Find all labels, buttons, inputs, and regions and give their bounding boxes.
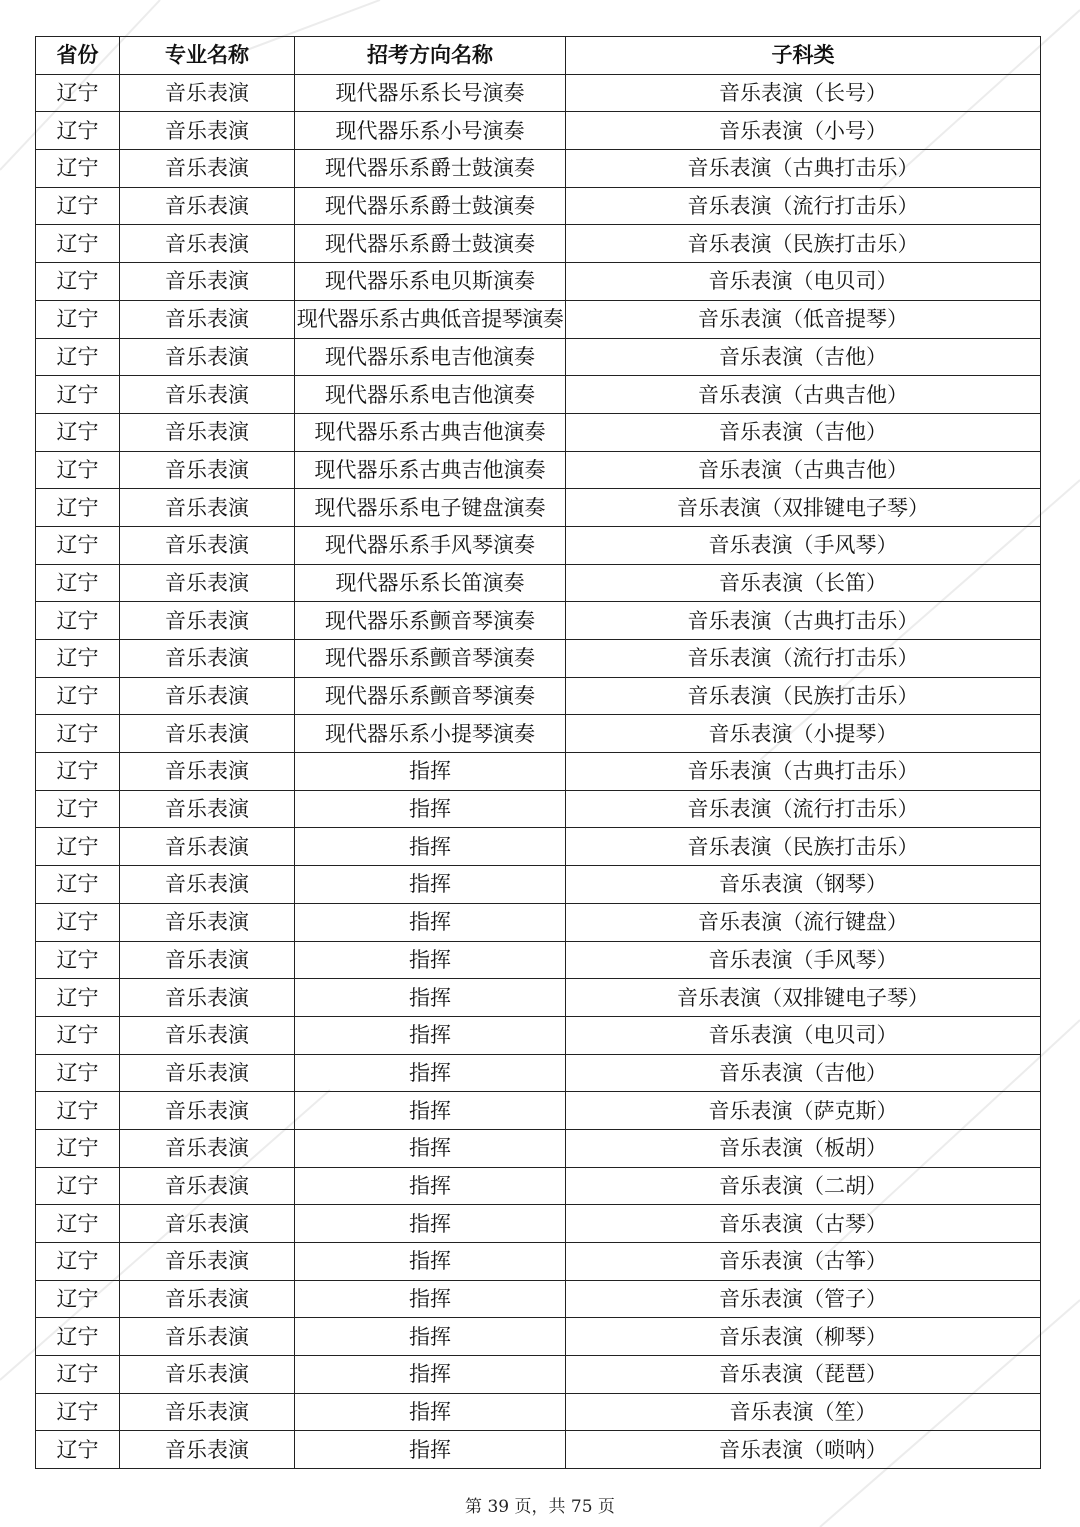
cell-major: 音乐表演 bbox=[120, 225, 295, 263]
cell-direction: 指挥 bbox=[295, 1092, 566, 1130]
table-row bbox=[36, 338, 1041, 376]
cell-province: 辽宁 bbox=[36, 413, 120, 451]
table-row bbox=[36, 1054, 1041, 1092]
cell-subcategory: 音乐表演（吉他） bbox=[566, 1054, 1041, 1092]
cell-province: 辽宁 bbox=[36, 715, 120, 753]
cell-direction: 指挥 bbox=[295, 1243, 566, 1281]
cell-major: 音乐表演 bbox=[120, 1205, 295, 1243]
table-row bbox=[36, 1431, 1041, 1469]
table-row bbox=[36, 677, 1041, 715]
cell-subcategory: 音乐表演（古筝） bbox=[566, 1243, 1041, 1281]
cell-direction: 指挥 bbox=[295, 1167, 566, 1205]
table-row bbox=[36, 112, 1041, 150]
cell-subcategory: 音乐表演（手风琴） bbox=[566, 941, 1041, 979]
cell-province: 辽宁 bbox=[36, 338, 120, 376]
cell-province: 辽宁 bbox=[36, 866, 120, 904]
cell-major: 音乐表演 bbox=[120, 903, 295, 941]
cell-province: 辽宁 bbox=[36, 1356, 120, 1394]
cell-direction: 现代器乐系颤音琴演奏 bbox=[295, 640, 566, 678]
cell-subcategory: 音乐表演（古琴） bbox=[566, 1205, 1041, 1243]
cell-major: 音乐表演 bbox=[120, 640, 295, 678]
cell-province: 辽宁 bbox=[36, 828, 120, 866]
data-table bbox=[35, 36, 1041, 1469]
cell-province: 辽宁 bbox=[36, 300, 120, 338]
cell-direction: 指挥 bbox=[295, 1054, 566, 1092]
header-subcategory: 子科类 bbox=[566, 37, 1041, 75]
cell-major: 音乐表演 bbox=[120, 150, 295, 188]
cell-subcategory: 音乐表演（流行打击乐） bbox=[566, 790, 1041, 828]
header-province: 省份 bbox=[36, 37, 120, 75]
table-row bbox=[36, 451, 1041, 489]
cell-direction: 指挥 bbox=[295, 753, 566, 791]
cell-major: 音乐表演 bbox=[120, 112, 295, 150]
cell-direction: 现代器乐系古典低音提琴演奏 bbox=[295, 300, 566, 338]
cell-direction: 现代器乐系爵士鼓演奏 bbox=[295, 150, 566, 188]
cell-subcategory: 音乐表演（流行打击乐） bbox=[566, 640, 1041, 678]
cell-subcategory: 音乐表演（古典打击乐） bbox=[566, 150, 1041, 188]
cell-province: 辽宁 bbox=[36, 526, 120, 564]
cell-subcategory: 音乐表演（古典吉他） bbox=[566, 376, 1041, 414]
cell-major: 音乐表演 bbox=[120, 753, 295, 791]
table-row bbox=[36, 1016, 1041, 1054]
cell-direction: 现代器乐系小号演奏 bbox=[295, 112, 566, 150]
cell-subcategory: 音乐表演（吉他） bbox=[566, 413, 1041, 451]
table-row bbox=[36, 300, 1041, 338]
cell-subcategory: 音乐表演（柳琴） bbox=[566, 1318, 1041, 1356]
table-row bbox=[36, 753, 1041, 791]
cell-direction: 指挥 bbox=[295, 1431, 566, 1469]
cell-province: 辽宁 bbox=[36, 1280, 120, 1318]
cell-province: 辽宁 bbox=[36, 150, 120, 188]
cell-province: 辽宁 bbox=[36, 753, 120, 791]
table-row bbox=[36, 376, 1041, 414]
cell-major: 音乐表演 bbox=[120, 1092, 295, 1130]
header-row bbox=[36, 37, 1041, 75]
page-footer: 第 39 页，共 75 页 bbox=[465, 1497, 615, 1517]
table-row bbox=[36, 263, 1041, 301]
cell-major: 音乐表演 bbox=[120, 1129, 295, 1167]
cell-direction: 指挥 bbox=[295, 1280, 566, 1318]
cell-province: 辽宁 bbox=[36, 1393, 120, 1431]
cell-province: 辽宁 bbox=[36, 1129, 120, 1167]
cell-direction: 指挥 bbox=[295, 828, 566, 866]
cell-direction: 指挥 bbox=[295, 1318, 566, 1356]
cell-direction: 指挥 bbox=[295, 1016, 566, 1054]
table-row bbox=[36, 941, 1041, 979]
cell-subcategory: 音乐表演（流行键盘） bbox=[566, 903, 1041, 941]
cell-major: 音乐表演 bbox=[120, 1016, 295, 1054]
cell-province: 辽宁 bbox=[36, 1431, 120, 1469]
table-row bbox=[36, 526, 1041, 564]
header-major: 专业名称 bbox=[120, 37, 295, 75]
cell-subcategory: 音乐表演（民族打击乐） bbox=[566, 225, 1041, 263]
cell-direction: 指挥 bbox=[295, 790, 566, 828]
table-row bbox=[36, 1356, 1041, 1394]
cell-subcategory: 音乐表演（手风琴） bbox=[566, 526, 1041, 564]
cell-major: 音乐表演 bbox=[120, 413, 295, 451]
cell-major: 音乐表演 bbox=[120, 263, 295, 301]
cell-major: 音乐表演 bbox=[120, 941, 295, 979]
table-row bbox=[36, 790, 1041, 828]
cell-direction: 现代器乐系电吉他演奏 bbox=[295, 338, 566, 376]
cell-province: 辽宁 bbox=[36, 263, 120, 301]
cell-direction: 现代器乐系电子键盘演奏 bbox=[295, 489, 566, 527]
cell-major: 音乐表演 bbox=[120, 526, 295, 564]
table-row bbox=[36, 150, 1041, 188]
cell-province: 辽宁 bbox=[36, 941, 120, 979]
cell-province: 辽宁 bbox=[36, 979, 120, 1017]
table-row bbox=[36, 1243, 1041, 1281]
cell-subcategory: 音乐表演（古典打击乐） bbox=[566, 602, 1041, 640]
cell-major: 音乐表演 bbox=[120, 602, 295, 640]
cell-subcategory: 音乐表演（古典吉他） bbox=[566, 451, 1041, 489]
cell-province: 辽宁 bbox=[36, 677, 120, 715]
table-row bbox=[36, 903, 1041, 941]
cell-province: 辽宁 bbox=[36, 489, 120, 527]
cell-direction: 现代器乐系小提琴演奏 bbox=[295, 715, 566, 753]
cell-major: 音乐表演 bbox=[120, 338, 295, 376]
cell-major: 音乐表演 bbox=[120, 1167, 295, 1205]
cell-subcategory: 音乐表演（民族打击乐） bbox=[566, 677, 1041, 715]
cell-direction: 现代器乐系爵士鼓演奏 bbox=[295, 225, 566, 263]
cell-major: 音乐表演 bbox=[120, 489, 295, 527]
cell-major: 音乐表演 bbox=[120, 828, 295, 866]
cell-major: 音乐表演 bbox=[120, 677, 295, 715]
cell-major: 音乐表演 bbox=[120, 790, 295, 828]
cell-direction: 现代器乐系古典吉他演奏 bbox=[295, 413, 566, 451]
cell-subcategory: 音乐表演（吉他） bbox=[566, 338, 1041, 376]
cell-subcategory: 音乐表演（古典打击乐） bbox=[566, 753, 1041, 791]
cell-province: 辽宁 bbox=[36, 112, 120, 150]
table-row bbox=[36, 74, 1041, 112]
cell-major: 音乐表演 bbox=[120, 376, 295, 414]
cell-subcategory: 音乐表演（板胡） bbox=[566, 1129, 1041, 1167]
cell-direction: 现代器乐系电吉他演奏 bbox=[295, 376, 566, 414]
header-direction: 招考方向名称 bbox=[295, 37, 566, 75]
cell-province: 辽宁 bbox=[36, 74, 120, 112]
cell-direction: 指挥 bbox=[295, 1393, 566, 1431]
cell-major: 音乐表演 bbox=[120, 1318, 295, 1356]
cell-subcategory: 音乐表演（双排键电子琴） bbox=[566, 979, 1041, 1017]
cell-direction: 现代器乐系手风琴演奏 bbox=[295, 526, 566, 564]
cell-major: 音乐表演 bbox=[120, 1393, 295, 1431]
cell-subcategory: 音乐表演（钢琴） bbox=[566, 866, 1041, 904]
cell-province: 辽宁 bbox=[36, 1016, 120, 1054]
cell-major: 音乐表演 bbox=[120, 1280, 295, 1318]
cell-province: 辽宁 bbox=[36, 1318, 120, 1356]
cell-subcategory: 音乐表演（二胡） bbox=[566, 1167, 1041, 1205]
table-row bbox=[36, 1318, 1041, 1356]
cell-major: 音乐表演 bbox=[120, 1054, 295, 1092]
table-row bbox=[36, 866, 1041, 904]
cell-subcategory: 音乐表演（唢呐） bbox=[566, 1431, 1041, 1469]
cell-major: 音乐表演 bbox=[120, 451, 295, 489]
cell-direction: 指挥 bbox=[295, 979, 566, 1017]
table-row bbox=[36, 1205, 1041, 1243]
table-row bbox=[36, 715, 1041, 753]
cell-province: 辽宁 bbox=[36, 903, 120, 941]
cell-direction: 指挥 bbox=[295, 1129, 566, 1167]
table-body bbox=[36, 74, 1041, 1468]
cell-major: 音乐表演 bbox=[120, 564, 295, 602]
cell-province: 辽宁 bbox=[36, 1205, 120, 1243]
table-row bbox=[36, 564, 1041, 602]
table-row bbox=[36, 1167, 1041, 1205]
table-row bbox=[36, 225, 1041, 263]
table-row bbox=[36, 1280, 1041, 1318]
cell-province: 辽宁 bbox=[36, 564, 120, 602]
cell-direction: 指挥 bbox=[295, 941, 566, 979]
cell-direction: 现代器乐系电贝斯演奏 bbox=[295, 263, 566, 301]
cell-subcategory: 音乐表演（民族打击乐） bbox=[566, 828, 1041, 866]
cell-direction: 现代器乐系长号演奏 bbox=[295, 74, 566, 112]
cell-subcategory: 音乐表演（小提琴） bbox=[566, 715, 1041, 753]
table-row bbox=[36, 1092, 1041, 1130]
table-row bbox=[36, 828, 1041, 866]
cell-province: 辽宁 bbox=[36, 225, 120, 263]
cell-direction: 指挥 bbox=[295, 903, 566, 941]
cell-direction: 现代器乐系颤音琴演奏 bbox=[295, 677, 566, 715]
cell-subcategory: 音乐表演（电贝司） bbox=[566, 263, 1041, 301]
cell-major: 音乐表演 bbox=[120, 1243, 295, 1281]
cell-major: 音乐表演 bbox=[120, 74, 295, 112]
cell-subcategory: 音乐表演（电贝司） bbox=[566, 1016, 1041, 1054]
cell-province: 辽宁 bbox=[36, 376, 120, 414]
table-row bbox=[36, 187, 1041, 225]
cell-direction: 现代器乐系爵士鼓演奏 bbox=[295, 187, 566, 225]
cell-direction: 现代器乐系长笛演奏 bbox=[295, 564, 566, 602]
cell-direction: 指挥 bbox=[295, 866, 566, 904]
cell-direction: 指挥 bbox=[295, 1356, 566, 1394]
table-row bbox=[36, 979, 1041, 1017]
cell-direction: 指挥 bbox=[295, 1205, 566, 1243]
cell-province: 辽宁 bbox=[36, 187, 120, 225]
cell-major: 音乐表演 bbox=[120, 1356, 295, 1394]
cell-province: 辽宁 bbox=[36, 451, 120, 489]
cell-major: 音乐表演 bbox=[120, 1431, 295, 1469]
cell-subcategory: 音乐表演（流行打击乐） bbox=[566, 187, 1041, 225]
table-row bbox=[36, 1129, 1041, 1167]
cell-province: 辽宁 bbox=[36, 1092, 120, 1130]
cell-major: 音乐表演 bbox=[120, 715, 295, 753]
cell-province: 辽宁 bbox=[36, 1243, 120, 1281]
table-row bbox=[36, 489, 1041, 527]
cell-province: 辽宁 bbox=[36, 640, 120, 678]
cell-subcategory: 音乐表演（低音提琴） bbox=[566, 300, 1041, 338]
table-row bbox=[36, 640, 1041, 678]
cell-subcategory: 音乐表演（小号） bbox=[566, 112, 1041, 150]
table-row bbox=[36, 1393, 1041, 1431]
table-row bbox=[36, 413, 1041, 451]
cell-province: 辽宁 bbox=[36, 1167, 120, 1205]
cell-province: 辽宁 bbox=[36, 602, 120, 640]
cell-major: 音乐表演 bbox=[120, 300, 295, 338]
cell-subcategory: 音乐表演（萨克斯） bbox=[566, 1092, 1041, 1130]
cell-major: 音乐表演 bbox=[120, 866, 295, 904]
cell-subcategory: 音乐表演（长笛） bbox=[566, 564, 1041, 602]
cell-province: 辽宁 bbox=[36, 790, 120, 828]
cell-direction: 现代器乐系古典吉他演奏 bbox=[295, 451, 566, 489]
cell-subcategory: 音乐表演（笙） bbox=[566, 1393, 1041, 1431]
table-row bbox=[36, 602, 1041, 640]
cell-province: 辽宁 bbox=[36, 1054, 120, 1092]
cell-subcategory: 音乐表演（长号） bbox=[566, 74, 1041, 112]
cell-subcategory: 音乐表演（琵琶） bbox=[566, 1356, 1041, 1394]
cell-subcategory: 音乐表演（管子） bbox=[566, 1280, 1041, 1318]
cell-subcategory: 音乐表演（双排键电子琴） bbox=[566, 489, 1041, 527]
cell-major: 音乐表演 bbox=[120, 979, 295, 1017]
cell-major: 音乐表演 bbox=[120, 187, 295, 225]
cell-direction: 现代器乐系颤音琴演奏 bbox=[295, 602, 566, 640]
